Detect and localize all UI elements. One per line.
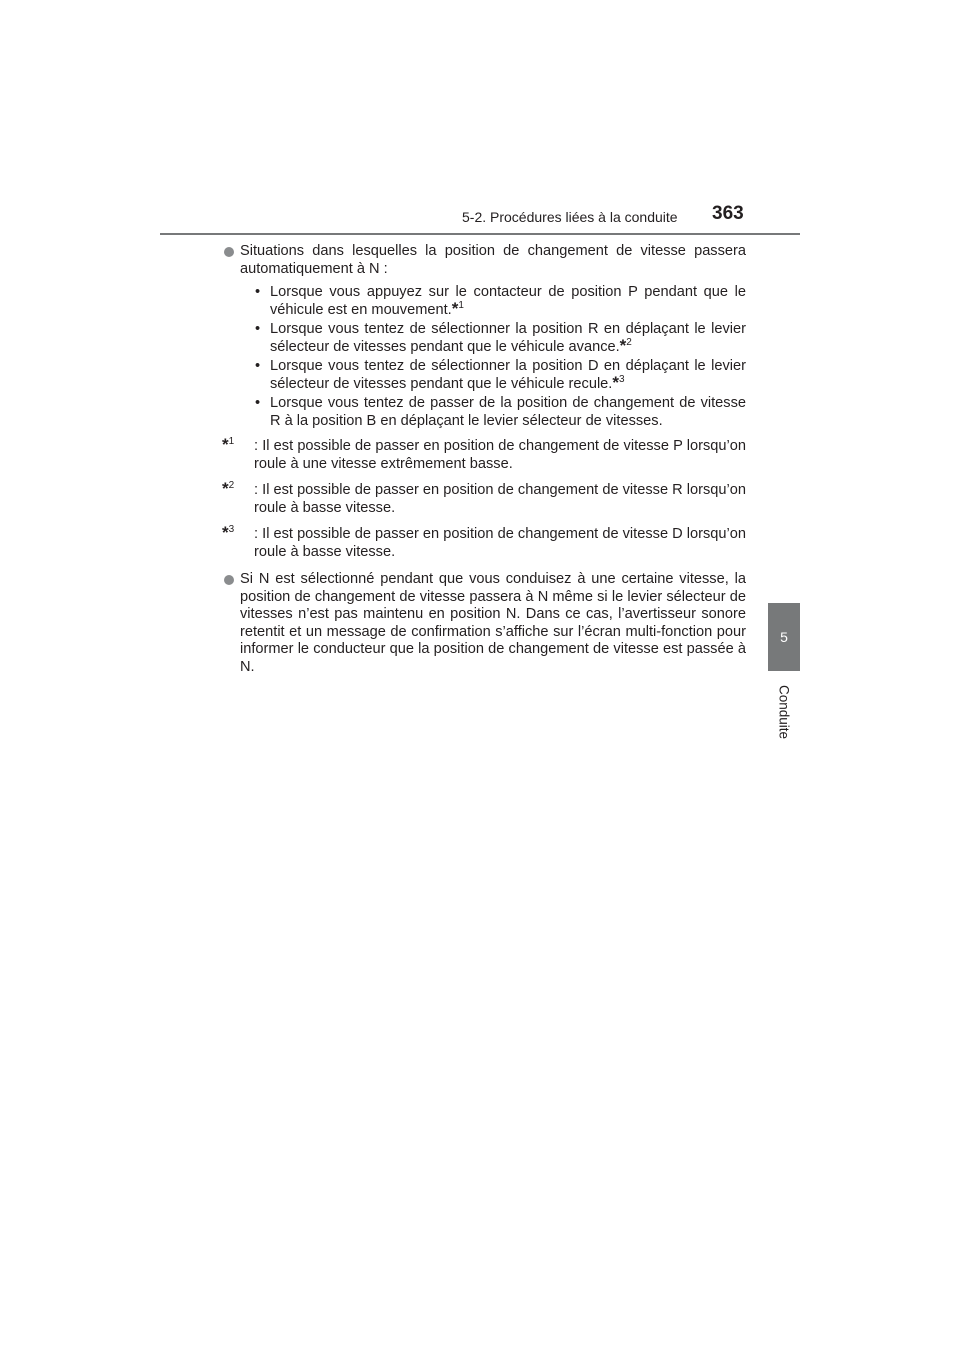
bullet-icon <box>224 247 234 257</box>
asterisk-icon: * <box>222 479 229 498</box>
footnote-mark <box>222 523 235 544</box>
asterisk-icon: * <box>222 435 229 454</box>
list-item <box>240 321 746 356</box>
page-number: 363 <box>712 203 744 224</box>
bullet-icon <box>224 575 234 585</box>
list-item-text: Lorsque vous tentez de sélectionner la position D en déplaçant le levier sélecteur de vitesses pendant que le véhicule recule. <box>270 358 746 392</box>
footnote-text: : Il est possible de passer en position de changement de vitesse P lorsqu’on roule à une vitesse extrêmement basse. <box>254 438 746 472</box>
asterisk-icon: * <box>451 298 459 318</box>
section-title: 5-2. Procédures liées à la conduite <box>462 209 678 225</box>
bullet-auto-neutral <box>222 243 746 430</box>
main-content <box>222 243 746 676</box>
asterisk-icon: * <box>619 335 627 355</box>
footnote <box>222 523 746 561</box>
footnote-mark <box>222 479 235 500</box>
footnote <box>222 479 746 517</box>
footnote-ref: 2 <box>626 336 632 348</box>
list-item-text: Lorsque vous tentez de sélectionner la position R en déplaçant le levier sélecteur de vitesses pendant que le véhicule avance. <box>270 321 746 355</box>
list-dot: • <box>255 321 261 337</box>
chapter-label: Conduite <box>776 684 792 740</box>
chapter-tab <box>768 603 800 671</box>
situation-list <box>240 284 746 430</box>
footnote <box>222 435 746 473</box>
footnote-number: 2 <box>228 480 235 492</box>
header-divider <box>160 233 800 235</box>
bullet-intro: Situations dans lesquelles la position de changement de vitesse passera automatiquement à N : <box>240 243 746 277</box>
footnote-text: : Il est possible de passer en position de changement de vitesse R lorsqu’on roule à basse vitesse. <box>254 482 746 516</box>
footnote-number: 1 <box>228 436 235 448</box>
bullet-text: Si N est sélectionné pendant que vous conduisez à une certaine vitesse, la position de changement de vitesse passera à N même si le levier sélecteur de vitesses n’est pas maintenu en position N. Dans ce cas, l’avertisseur sonore retentit et un message de confirmation s’affiche sur l’écran multi-fonction pour informer le conducteur que la position de changement de vitesse est passée à N. <box>240 571 746 675</box>
bullet-neutral-warning <box>222 571 746 676</box>
list-item <box>240 284 746 319</box>
footnote-text: : Il est possible de passer en position de changement de vitesse D lorsqu’on roule à basse vitesse. <box>254 526 746 560</box>
asterisk-icon: * <box>222 523 229 542</box>
footnote-mark <box>222 435 235 456</box>
footnotes <box>222 435 746 561</box>
list-dot: • <box>255 395 261 411</box>
list-item-text: Lorsque vous appuyez sur le contacteur de position P pendant que le véhicule est en mouvement. <box>270 284 746 318</box>
chapter-number: 5 <box>780 629 788 645</box>
asterisk-icon: * <box>612 372 619 392</box>
list-item-text: Lorsque vous tentez de passer de la position de changement de vitesse R à la position B en déplaçant le levier sélecteur de vitesses. <box>270 395 746 429</box>
list-item <box>240 395 746 430</box>
list-item <box>240 358 746 393</box>
footnote-number: 3 <box>228 524 235 536</box>
footnote-ref: 3 <box>618 373 625 385</box>
footnote-ref: 1 <box>458 299 464 311</box>
list-dot: • <box>255 284 261 300</box>
list-dot: • <box>255 358 261 374</box>
